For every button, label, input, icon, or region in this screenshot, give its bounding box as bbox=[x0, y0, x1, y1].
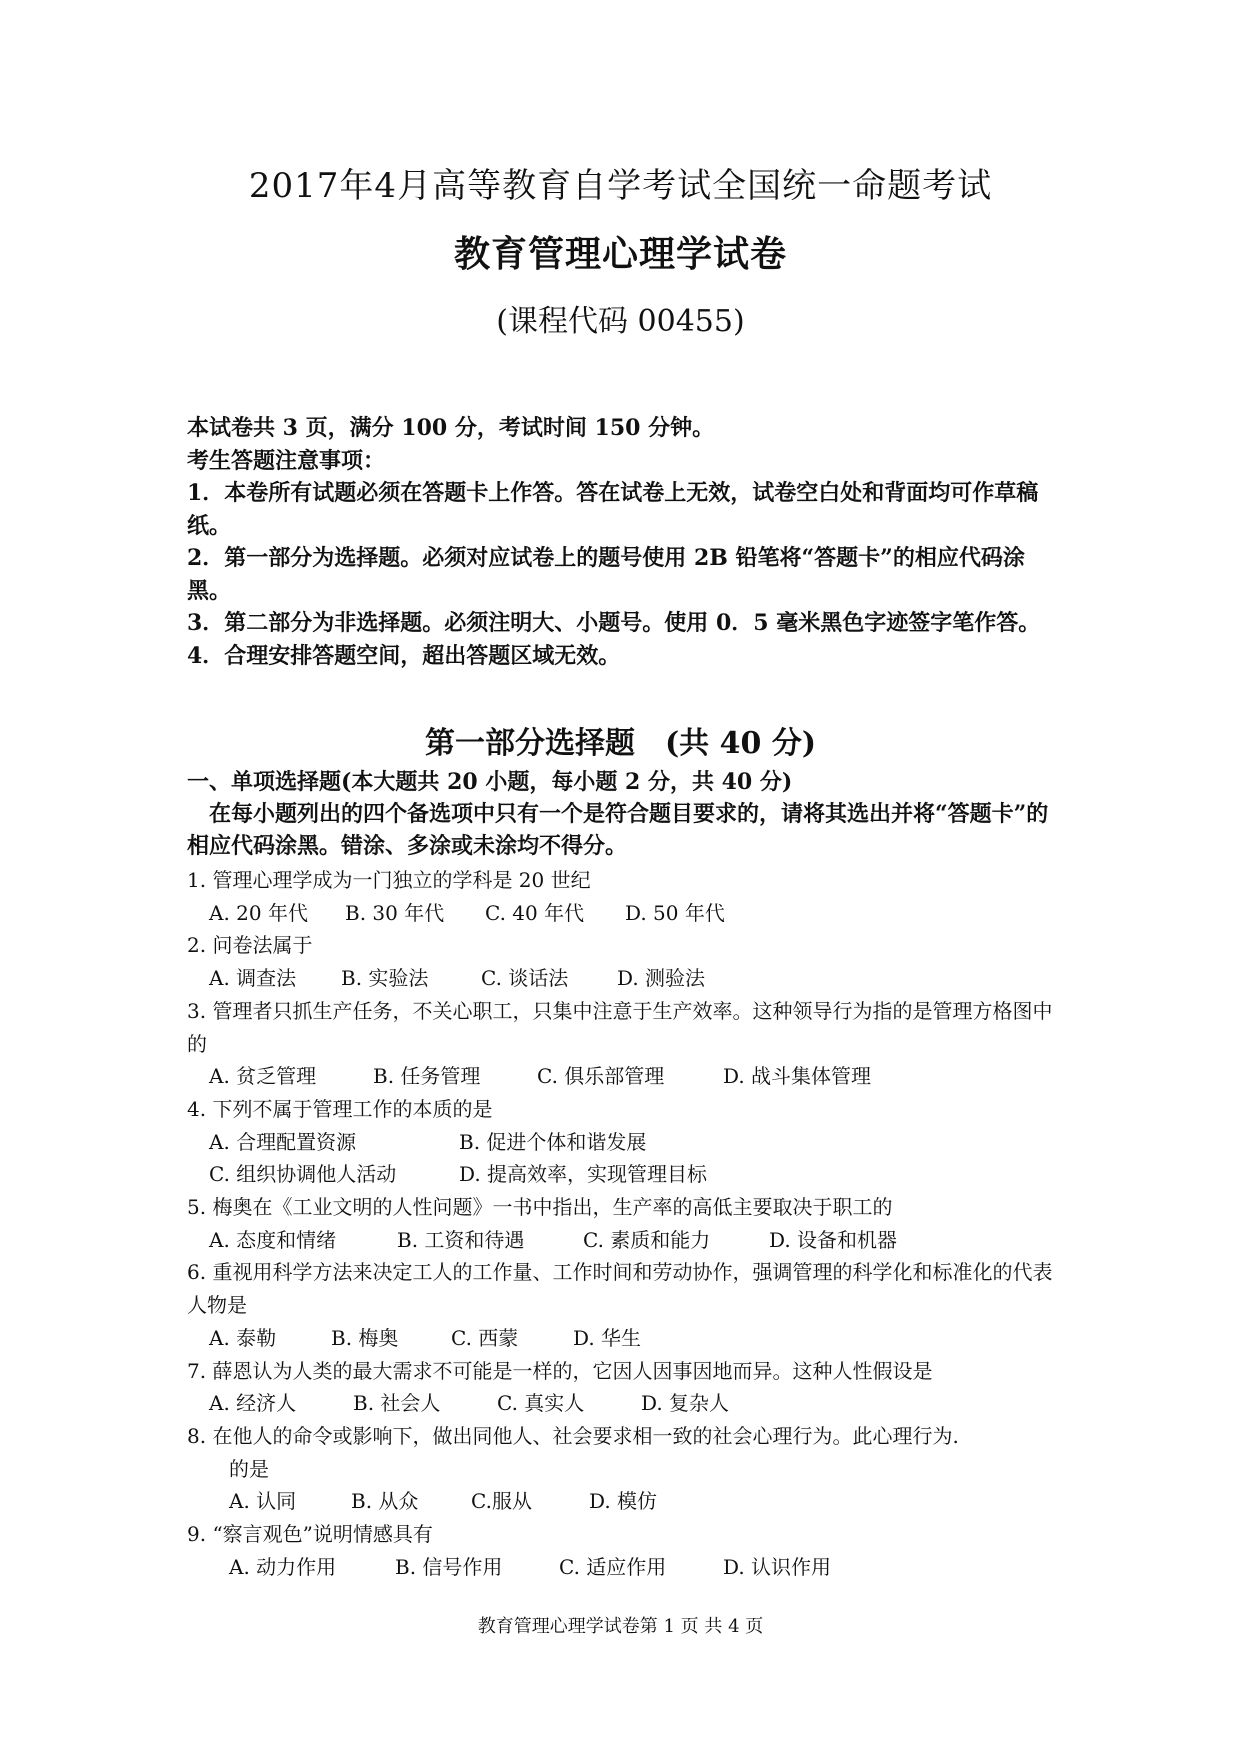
question-4-options-row-2 bbox=[187, 1158, 1067, 1191]
question-7-option-b: B. 社会人 bbox=[353, 1391, 441, 1416]
notice-summary: 本试卷共 3 页，满分 100 分，考试时间 150 分钟。 bbox=[187, 415, 715, 441]
question-9-stem: 9. “察言观色”说明情感具有 bbox=[187, 1522, 433, 1547]
question-4-stem: 4. 下列不属于管理工作的本质的是 bbox=[187, 1096, 493, 1121]
question-7-option-c: C. 真实人 bbox=[497, 1391, 585, 1416]
question-6-options bbox=[187, 1322, 1067, 1355]
question-7-options bbox=[187, 1387, 1067, 1420]
question-2-option-c: C. 谈话法 bbox=[481, 966, 569, 991]
question-8-option-c: C.服从 bbox=[471, 1489, 532, 1514]
section-heading: 一、单项选择题(本大题共 20 小题，每小题 2 分，共 40 分) bbox=[187, 769, 793, 795]
question-9-option-d: D. 认识作用 bbox=[723, 1554, 832, 1579]
question-8-stem: 8. 在他人的命令或影响下，做出同他人、社会要求相一致的社会心理行为。此心理行为. bbox=[187, 1423, 959, 1448]
question-4-option-c: C. 组织协调他人活动 bbox=[209, 1162, 397, 1187]
question-3-option-d: D. 战斗集体管理 bbox=[723, 1064, 872, 1089]
question-9-option-a: A. 动力作用 bbox=[229, 1554, 337, 1579]
notice-item-1: 1．本卷所有试题必须在答题卡上作答。答在试卷上无效，试卷空白处和背面均可作草稿纸。 bbox=[187, 480, 1039, 539]
question-4-option-a: A. 合理配置资源 bbox=[209, 1129, 357, 1154]
question-2-option-d: D. 测验法 bbox=[617, 966, 706, 991]
question-3-option-b: B. 任务管理 bbox=[373, 1064, 481, 1089]
section-title: 第一部分选择题 (共 40 分) bbox=[424, 726, 817, 761]
question-6-option-b: B. 梅奥 bbox=[331, 1325, 399, 1350]
question-8-options bbox=[187, 1485, 1067, 1518]
page-footer: 教育管理心理学试卷第 1 页 共 4 页 bbox=[477, 1616, 764, 1637]
question-7-stem: 7. 薛恩认为人类的最大需求不可能是一样的，它因人因事因地而异。这种人性假设是 bbox=[187, 1358, 933, 1383]
question-6-option-d: D. 华生 bbox=[573, 1325, 642, 1350]
question-8-stem-continued: 的是 bbox=[229, 1456, 269, 1481]
question-8-option-a: A. 认同 bbox=[229, 1489, 297, 1514]
section-instruction-text: 在每小题列出的四个备选项中只有一个是符合题目要求的，请将其选出并将“答题卡”的相应代码涂黑。错涂、多涂或未涂均不得分。 bbox=[187, 801, 1049, 859]
question-5-option-b: B. 工资和待遇 bbox=[397, 1227, 525, 1252]
question-2-option-a: A. 调查法 bbox=[209, 966, 297, 991]
question-6-option-c: C. 西蒙 bbox=[451, 1325, 519, 1350]
exam-notice bbox=[187, 412, 1057, 672]
question-7-option-a: A. 经济人 bbox=[209, 1391, 297, 1416]
question-5-option-a: A. 态度和情绪 bbox=[209, 1227, 337, 1252]
question-8-option-b: B. 从众 bbox=[351, 1489, 419, 1514]
question-5-option-d: D. 设备和机器 bbox=[769, 1227, 898, 1252]
question-1-option-a: A. 20 年代 bbox=[209, 900, 308, 925]
question-4-option-b: B. 促进个体和谐发展 bbox=[459, 1129, 647, 1154]
question-3-stem: 3. 管理者只抓生产任务，不关心职工，只集中注意于生产效率。这种领导行为指的是管理方格图中的 bbox=[187, 998, 1053, 1056]
question-6-stem: 6. 重视用科学方法来决定工人的工作量、工作时间和劳动协作，强调管理的科学化和标准化的代表人物是 bbox=[187, 1260, 1053, 1318]
question-8-option-d: D. 模仿 bbox=[589, 1489, 658, 1514]
question-5-options bbox=[187, 1224, 1067, 1257]
section-instructions bbox=[187, 766, 1067, 862]
course-code: (课程代码 00455) bbox=[496, 304, 745, 339]
question-3-option-c: C. 俱乐部管理 bbox=[537, 1064, 665, 1089]
notice-item-3: 3．第二部分为非选择题。必须注明大、小题号。使用 0．5 毫米黑色字迹签字笔作答。 bbox=[187, 610, 1041, 636]
question-6-option-a: A. 泰勒 bbox=[209, 1325, 277, 1350]
question-4-option-d: D. 提高效率，实现管理目标 bbox=[459, 1162, 708, 1187]
question-9-option-b: B. 信号作用 bbox=[395, 1554, 503, 1579]
question-5-option-c: C. 素质和能力 bbox=[583, 1227, 711, 1252]
paper-title: 教育管理心理学试卷 bbox=[453, 233, 787, 275]
question-list bbox=[187, 864, 1067, 1583]
exam-title: 2017年4月高等教育自学考试全国统一命题考试 bbox=[248, 166, 993, 206]
question-1-option-d: D. 50 年代 bbox=[625, 900, 725, 925]
question-5-stem: 5. 梅奥在《工业文明的人性问题》一书中指出，生产率的高低主要取决于职工的 bbox=[187, 1195, 893, 1220]
notice-item-4: 4．合理安排答题空间，超出答题区域无效。 bbox=[187, 642, 621, 669]
question-3-option-a: A. 贫乏管理 bbox=[209, 1064, 317, 1089]
question-2-stem: 2. 问卷法属于 bbox=[187, 933, 313, 958]
notice-heading: 考生答题注意事项： bbox=[187, 447, 386, 474]
question-1-option-b: B. 30 年代 bbox=[345, 900, 445, 925]
question-1-options bbox=[187, 897, 1067, 930]
question-9-options bbox=[187, 1551, 1067, 1584]
question-7-option-d: D. 复杂人 bbox=[641, 1391, 730, 1416]
question-9-option-c: C. 适应作用 bbox=[559, 1554, 667, 1579]
question-2-options bbox=[187, 962, 1067, 995]
question-4-options-row-1 bbox=[187, 1126, 1067, 1159]
question-3-options bbox=[187, 1060, 1067, 1093]
question-2-option-b: B. 实验法 bbox=[341, 966, 429, 991]
question-1-stem: 1. 管理心理学成为一门独立的学科是 20 世纪 bbox=[187, 868, 591, 892]
question-1-option-c: C. 40 年代 bbox=[485, 900, 585, 925]
notice-item-2: 2．第一部分为选择题。必须对应试卷上的题号使用 2B 铅笔将“答题卡”的相应代码涂黑。 bbox=[187, 545, 1025, 604]
